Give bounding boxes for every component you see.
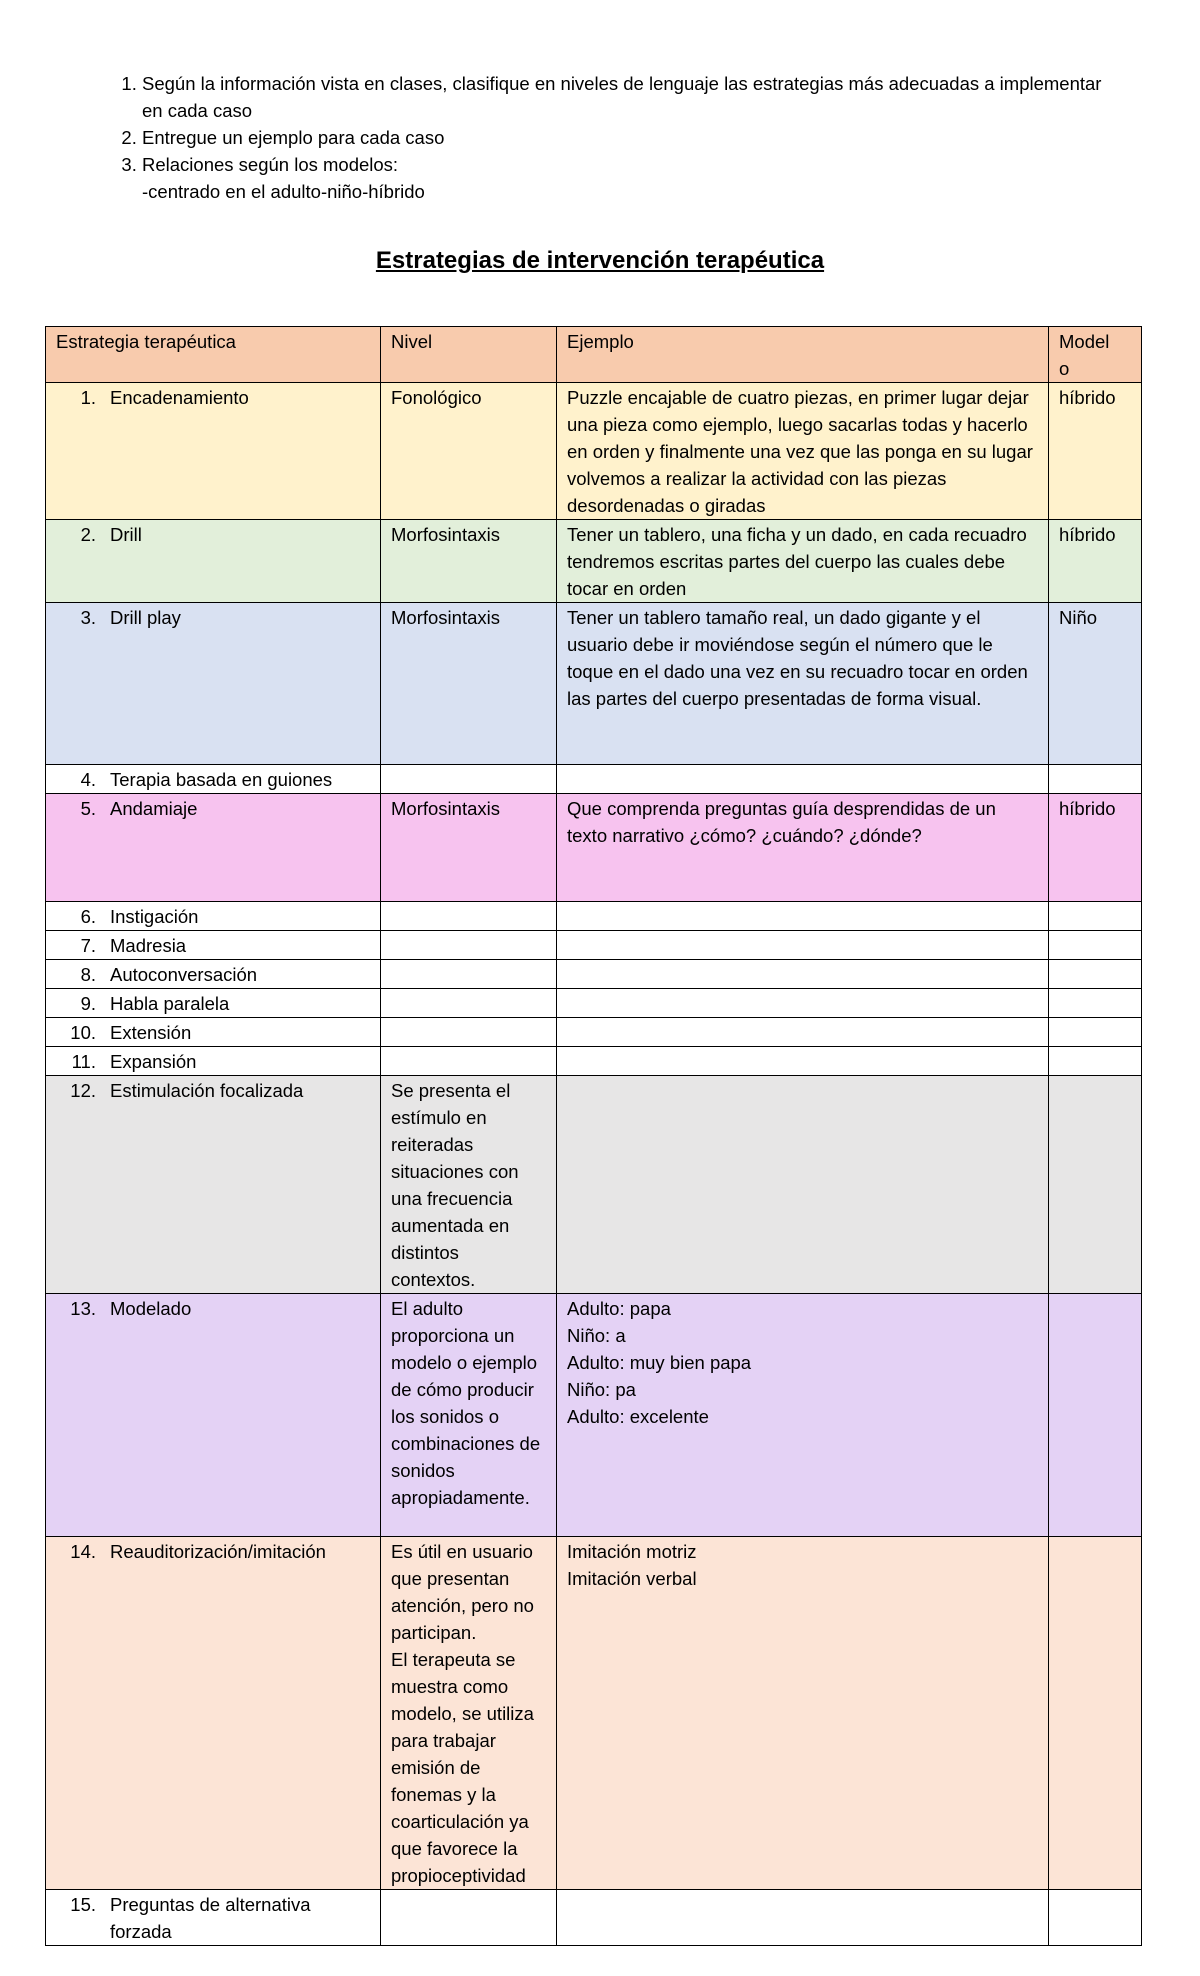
strategy-cell [46,1890,381,1946]
header-model: Model o [1049,327,1142,383]
model-cell: híbrido [1049,520,1142,603]
example-cell: Adulto: papa Niño: a Adulto: muy bien papa Niño: pa Adulto: excelente [557,1294,1049,1537]
level-cell: Morfosintaxis [381,603,557,765]
example-cell [557,902,1049,931]
table-header-row [46,327,1142,383]
instruction-item [142,70,1122,124]
instruction-item [142,151,1122,205]
example-cell [557,960,1049,989]
instructions-list [96,70,1122,205]
header-example: Ejemplo [557,327,1049,383]
strategy-name: Habla paralela [110,993,230,1014]
level-cell [381,1047,557,1076]
strategy-name: Estimulación focalizada [110,1080,304,1101]
table-row [46,1294,1142,1537]
model-cell [1049,765,1142,794]
table-row [46,794,1142,902]
strategy-cell [46,1047,381,1076]
strategy-name: Drill play [110,607,181,628]
strategy-name: Encadenamiento [110,387,249,408]
strategy-cell [46,1018,381,1047]
table-row [46,1890,1142,1946]
strategy-name: Autoconversación [110,964,258,985]
model-cell [1049,1294,1142,1537]
table-row [46,931,1142,960]
model-cell [1049,1018,1142,1047]
level-cell [381,1890,557,1946]
level-cell: El adulto proporciona un modelo o ejemplo de cómo producir los sonidos o combinaciones de sonidos apropiadamente. [381,1294,557,1537]
strategy-name: Expansión [110,1051,197,1072]
table-row [46,1047,1142,1076]
model-cell [1049,902,1142,931]
strategy-cell [46,1076,381,1294]
example-cell: Que comprenda preguntas guía desprendidas de un texto narrativo ¿cómo? ¿cuándo? ¿dónde? [557,794,1049,902]
strategy-cell [46,383,381,520]
example-cell: Puzzle encajable de cuatro piezas, en primer lugar dejar una pieza como ejemplo, luego sacarlas todas y hacerlo en orden y finalmente una vez que las ponga en su lugar volvemos a realizar la actividad con las piezas desordenadas o giradas [557,383,1049,520]
table-row [46,902,1142,931]
table-row [46,383,1142,520]
strategy-name: Drill [110,524,142,545]
document-title: Estrategias de intervención terapéutica [375,247,825,274]
example-cell [557,1047,1049,1076]
strategy-cell [46,931,381,960]
strategy-cell [46,902,381,931]
strategy-name: Madresia [110,935,187,956]
level-cell: Morfosintaxis [381,794,557,902]
strategy-name: Extensión [110,1022,192,1043]
instruction-text: Según la información vista en clases, clasifique en niveles de lenguaje las estrategias más adecuadas a implementar en cada caso [142,73,1102,121]
strategy-number: 10. [70,1022,96,1043]
table-row [46,1537,1142,1890]
table-row [46,765,1142,794]
model-cell: Niño [1049,603,1142,765]
strategy-number: 12. [70,1080,96,1101]
example-cell [557,765,1049,794]
strategy-name: Instigación [110,906,199,927]
strategy-cell [46,1537,381,1890]
instruction-text: Entregue un ejemplo para cada caso [142,127,445,148]
instruction-text: Relaciones según los modelos: [142,154,399,175]
level-cell [381,931,557,960]
strategy-number: 6. [80,906,96,927]
table-body [46,383,1142,1946]
header-strategy: Estrategia terapéutica [46,327,381,383]
level-cell: Morfosintaxis [381,520,557,603]
example-cell: Tener un tablero, una ficha y un dado, en cada recuadro tendremos escritas partes del cuerpo las cuales debe tocar en orden [557,520,1049,603]
strategy-cell [46,960,381,989]
strategy-cell [46,520,381,603]
strategy-cell [46,603,381,765]
level-cell [381,989,557,1018]
instruction-item [142,124,1122,151]
example-cell [557,989,1049,1018]
table-row [46,1076,1142,1294]
model-cell [1049,1076,1142,1294]
model-cell: híbrido [1049,794,1142,902]
strategy-number: 3. [80,607,96,628]
level-cell: Se presenta el estímulo en reiteradas situaciones con una frecuencia aumentada en distintos contextos. [381,1076,557,1294]
strategy-cell [46,794,381,902]
table-row [46,603,1142,765]
strategy-number: 13. [70,1298,96,1319]
model-cell: híbrido [1049,383,1142,520]
table-row [46,989,1142,1018]
strategy-name: Modelado [110,1298,192,1319]
strategy-cell [46,989,381,1018]
table-row [46,520,1142,603]
strategy-cell [46,765,381,794]
table-row [46,1018,1142,1047]
level-cell: Es útil en usuario que presentan atención, pero no participan. El terapeuta se muestra como modelo, se utiliza para trabajar emisión de fonemas y la coarticulación ya que favorece la propioceptividad [381,1537,557,1890]
strategy-name: Preguntas de alternativa forzada [110,1894,311,1942]
strategies-table [45,326,1142,1946]
strategy-name: Terapia basada en guiones [110,769,333,790]
header-level: Nivel [381,327,557,383]
level-cell [381,1018,557,1047]
example-cell [557,1018,1049,1047]
model-cell [1049,1537,1142,1890]
strategy-number: 5. [80,798,96,819]
example-cell: Tener un tablero tamaño real, un dado gigante y el usuario debe ir moviéndose según el número que le toque en el dado una vez en su recuadro tocar en orden las partes del cuerpo presentadas de forma visual. [557,603,1049,765]
strategy-number: 11. [71,1051,96,1072]
model-cell [1049,1047,1142,1076]
level-cell [381,765,557,794]
strategy-name: Andamiaje [110,798,198,819]
level-cell [381,902,557,931]
example-cell [557,1076,1049,1294]
strategy-number: 7. [80,935,96,956]
table-row [46,960,1142,989]
example-cell [557,931,1049,960]
level-cell: Fonológico [381,383,557,520]
model-cell [1049,1890,1142,1946]
strategy-number: 9. [80,993,96,1014]
instruction-subtext: -centrado en el adulto-niño-híbrido [142,181,425,202]
level-cell [381,960,557,989]
example-cell [557,1890,1049,1946]
strategy-number: 1. [80,387,96,408]
strategy-number: 15. [70,1894,96,1915]
strategy-name: Reauditorización/imitación [110,1541,326,1562]
model-cell [1049,931,1142,960]
model-cell [1049,960,1142,989]
example-cell: Imitación motriz Imitación verbal [557,1537,1049,1890]
model-cell [1049,989,1142,1018]
strategy-cell [46,1294,381,1537]
strategy-number: 4. [80,769,96,790]
strategy-number: 8. [80,964,96,985]
strategy-number: 2. [80,524,96,545]
strategy-number: 14. [70,1541,96,1562]
